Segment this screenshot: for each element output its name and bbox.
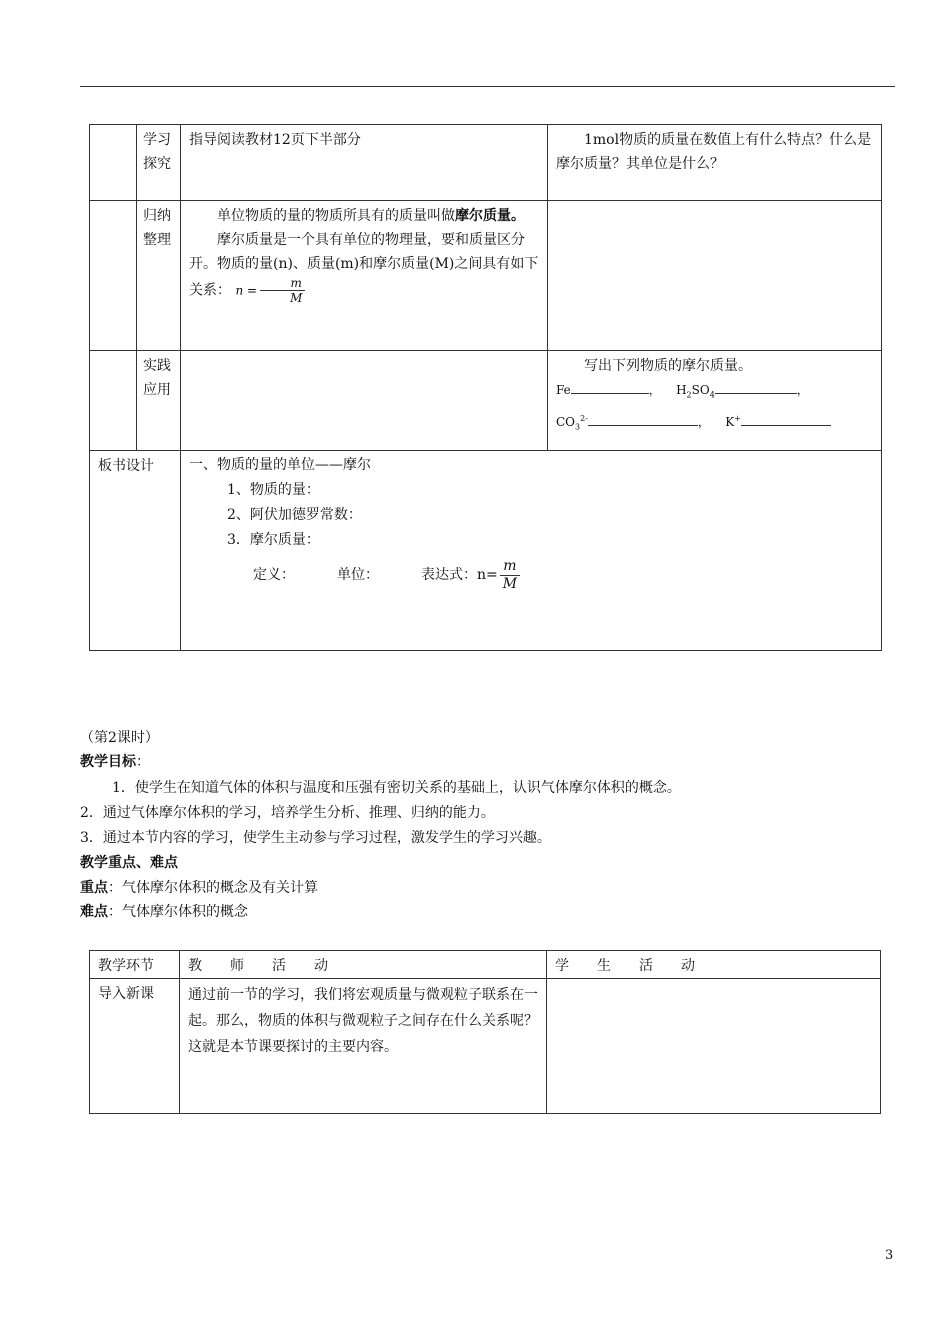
blank-stage-cell — [90, 125, 137, 201]
goal-item: 2．通过气体摩尔体积的学习，培养学生分析、推理、归纳的能力。 — [80, 805, 495, 821]
row-label: 实践应用 — [137, 351, 181, 451]
student-activity: 1mol物质的质量在数值上有什么特点？什么是摩尔质量？其单位是什么？ — [548, 125, 882, 201]
goals-title: 教学目标： — [80, 754, 150, 770]
table-header-row — [90, 951, 881, 979]
board-title: 一、物质的量的单位——摩尔 — [189, 457, 371, 473]
difficult-point: 难点：气体摩尔体积的概念 — [80, 904, 248, 920]
student-activity — [548, 351, 882, 451]
stage-cell: 导入新课 — [90, 979, 180, 1114]
table-row — [90, 979, 881, 1114]
board-label: 板书设计 — [90, 451, 181, 651]
column-header: 教学环节 — [90, 951, 180, 979]
goal-item: 3．通过本节内容的学习，使学生主动参与学习过程，激发学生的学习兴趣。 — [80, 830, 551, 846]
formula-fraction: $\frac{m}{M}$ — [259, 276, 305, 305]
formula-lhs: n = — [235, 283, 258, 298]
table-row — [90, 351, 882, 451]
board-formula-line: 定义： 单位： 表达式：n= $\frac{m}{M}$ — [189, 555, 873, 595]
board-fraction: $\frac{m}{M}$ — [500, 558, 520, 593]
table-row-board — [90, 451, 882, 651]
teacher-activity: 指导阅读教材12页下半部分 — [181, 125, 548, 201]
column-header: 学 生 活 动 — [547, 951, 881, 979]
row-label: 学习探究 — [137, 125, 181, 201]
row-label: 归纳整理 — [137, 201, 181, 351]
teacher-activity: 通过前一节的学习，我们将宏观质量与微观粒子联系在一起。那么，物质的体积与微观粒子之间存在什么关系呢？这就是本节课要探讨的主要内容。 — [180, 979, 547, 1114]
lesson-heading: （第2课时） — [80, 730, 159, 746]
key-points-title: 教学重点、难点 — [80, 855, 178, 871]
relation-text: 摩尔质量是一个具有单位的物理量，要和质量区分开。物质的量(n)、质量(m)和摩尔质量(M)之间具有如下关系： — [189, 232, 539, 299]
board-item: 3．摩尔质量： — [227, 532, 320, 548]
header-rule — [80, 86, 895, 87]
teacher-activity — [181, 201, 548, 351]
exercise-line-1: Fe ， $H_2SO_4$ ， — [556, 378, 873, 407]
exercise-line-2: $CO_3^{2-}$ ， K+ — [556, 407, 873, 439]
blank-stage-cell — [90, 201, 137, 351]
column-header: 教 师 活 动 — [180, 951, 547, 979]
board-item: 2、阿伏加德罗常数： — [227, 507, 362, 523]
blank-stage-cell — [90, 351, 137, 451]
board-item: 1、物质的量： — [227, 482, 320, 498]
lesson-table-2 — [89, 950, 881, 1114]
table-row — [90, 201, 882, 351]
student-activity — [547, 979, 881, 1114]
table-row — [90, 125, 882, 201]
goal-item: 1．使学生在知道气体的体积与温度和压强有密切关系的基础上，认识气体摩尔体积的概念。 — [112, 780, 681, 796]
definition-text: 单位物质的量的物质所具有的质量叫做 — [217, 208, 455, 224]
key-point: 重点：气体摩尔体积的概念及有关计算 — [80, 880, 318, 896]
lesson-table-1 — [89, 124, 882, 651]
student-activity — [548, 201, 882, 351]
exercise-title: 写出下列物质的摩尔质量。 — [584, 358, 752, 374]
teacher-activity — [181, 351, 548, 451]
board-content — [181, 451, 882, 651]
term-molar-mass: 摩尔质量。 — [455, 208, 525, 224]
page-number: 3 — [885, 1248, 894, 1263]
